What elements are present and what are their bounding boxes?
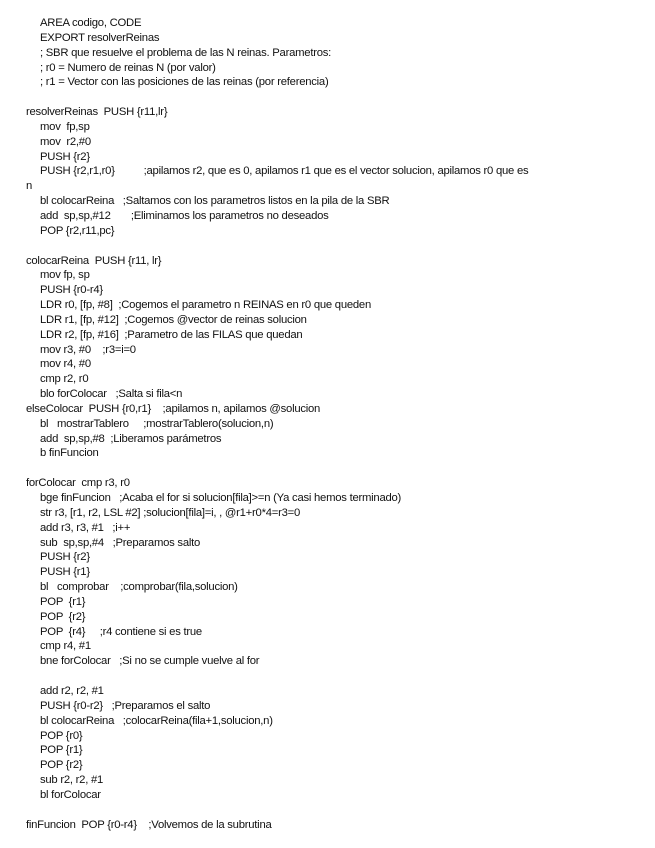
blank-line [0, 461, 655, 476]
code-line: POP {r2} [40, 759, 83, 772]
wrapped-line: n [26, 180, 33, 193]
comment-line: ; r0 = Numero de reinas N (por valor) [40, 61, 216, 74]
code-line: bne forColocar ;Si no se cumple vuelve al for [40, 655, 260, 668]
label-line: forColocar cmp r3, r0 [26, 477, 130, 490]
code-line: PUSH {r0-r2} ;Preparamos el salto [40, 699, 211, 712]
code-line: mov r3, #0 ;r3=i=0 [40, 343, 136, 356]
comment-line: ; SBR que resuelve el problema de las N reinas. Parametros: [40, 46, 332, 59]
label-line: resolverReinas PUSH {r11,lr} [26, 106, 168, 119]
code-line: PUSH {r0-r4} [40, 284, 103, 297]
code-line: AREA codigo, CODE [40, 17, 142, 29]
code-line: PUSH {r2,r1,r0} ;apilamos r2, que es 0, apilamos r1 que es el vector solucion, apilamos r0 que es [40, 165, 529, 178]
code-line: EXPORT resolverReinas [40, 31, 160, 44]
code-line: PUSH {r2} [40, 150, 90, 163]
code-line: bl comprobar ;comprobar(fila,solucion) [40, 581, 238, 594]
code-line: LDR r1, [fp, #12] ;Cogemos @vector de reinas solucion [40, 313, 307, 326]
blank-line [0, 239, 655, 254]
code-line: bl forColocar [40, 788, 101, 801]
code-line: POP {r2} [40, 610, 86, 623]
code-line: LDR r0, [fp, #8] ;Cogemos el parametro n REINAS en r0 que queden [40, 299, 372, 312]
code-line: mov r4, #0 [40, 358, 91, 371]
code-line: add r2, r2, #1 [40, 684, 104, 697]
code-line: add sp,sp,#8 ;Liberamos parámetros [40, 432, 222, 445]
label-line: finFuncion POP {r0-r4} ;Volvemos de la subrutina [26, 818, 272, 831]
blank-line [0, 669, 655, 684]
code-line: sub sp,sp,#4 ;Preparamos salto [40, 536, 201, 549]
code-listing [0, 16, 655, 832]
code-line: bge finFuncion ;Acaba el for si solucion[fila]>=n (Ya casi hemos terminado) [40, 492, 402, 504]
code-line: POP {r1} [40, 595, 86, 608]
code-line: add sp,sp,#12 ;Eliminamos los parametros no deseados [40, 209, 329, 222]
blank-line [0, 803, 655, 818]
code-line: add r3, r3, #1 ;i++ [40, 521, 131, 534]
code-line: bl colocarReina ;colocarReina(fila+1,solucion,n) [40, 714, 273, 727]
blank-line [0, 90, 655, 105]
code-line: bl mostrarTablero ;mostrarTablero(solucion,n) [40, 417, 274, 430]
code-line: LDR r2, [fp, #16] ;Parametro de las FILAS que quedan [40, 328, 303, 341]
code-line: sub r2, r2, #1 [40, 774, 104, 787]
label-line: colocarReina PUSH {r11, lr} [26, 254, 162, 267]
code-line: mov fp,sp [40, 120, 90, 133]
code-line: mov r2,#0 [40, 135, 91, 148]
code-line: mov fp, sp [40, 269, 90, 282]
code-line: str r3, [r1, r2, LSL #2] ;solucion[fila]=i, , @r1+r0*4=r3=0 [40, 506, 301, 519]
code-line: POP {r0} [40, 729, 83, 742]
code-line: PUSH {r1} [40, 566, 90, 579]
code-line: cmp r4, #1 [40, 640, 91, 653]
code-line: bl colocarReina ;Saltamos con los parametros listos en la pila de la SBR [40, 195, 390, 208]
label-line: elseColocar PUSH {r0,r1} ;apilamos n, apilamos @solucion [26, 402, 321, 415]
code-line: POP {r2,r11,pc} [40, 224, 115, 237]
code-line: blo forColocar ;Salta si fila<n [40, 388, 183, 401]
code-line: b finFuncion [40, 447, 99, 460]
code-line: cmp r2, r0 [40, 373, 89, 386]
code-line: POP {r1} [40, 744, 83, 757]
code-line: PUSH {r2} [40, 551, 90, 564]
comment-line: ; r1 = Vector con las posiciones de las reinas (por referencia) [40, 76, 329, 89]
code-line: POP {r4} ;r4 contiene si es true [40, 625, 202, 638]
